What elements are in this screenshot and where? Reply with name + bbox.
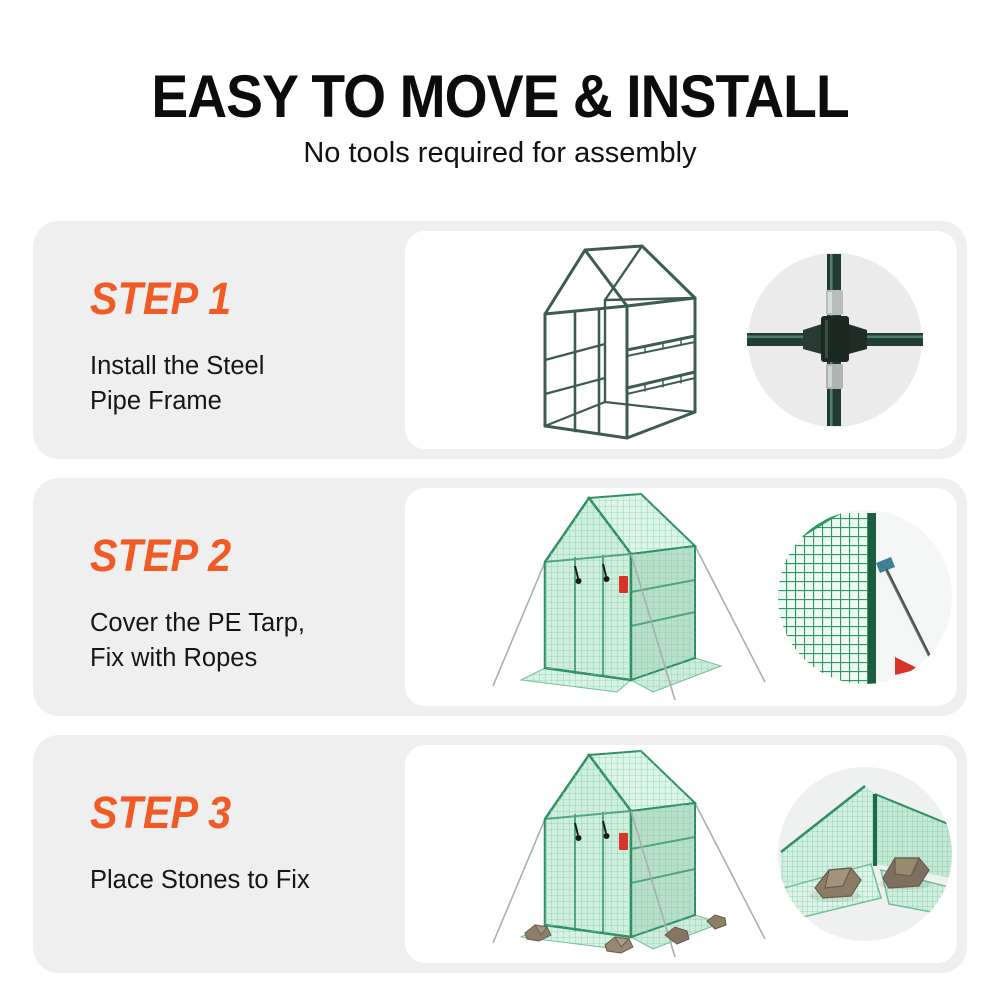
mesh-rope-detail-circle <box>777 509 953 685</box>
step-3-label: STEP 3 <box>90 787 232 838</box>
tarp-greenhouse-illustration <box>467 488 777 706</box>
step-2-desc-line-1: Cover the PE Tarp, <box>90 609 305 637</box>
step-3-text <box>33 735 405 973</box>
page-title: EASY TO MOVE & INSTALL <box>151 63 849 130</box>
step-3-row <box>33 735 967 973</box>
step-2-card <box>405 488 957 706</box>
stones-greenhouse-illustration <box>467 745 777 963</box>
step-1-label: STEP 1 <box>90 273 232 324</box>
step-1-text <box>33 221 405 459</box>
step-1-description <box>90 349 405 419</box>
step-2-desc-line-2: Fix with Ropes <box>90 644 258 672</box>
stones-detail-circle <box>777 766 953 942</box>
step-3-card <box>405 745 957 963</box>
step-1-desc-line-1: Install the Steel <box>90 352 265 380</box>
header <box>0 0 1000 170</box>
step-3-description <box>90 863 405 898</box>
step-2-row <box>33 478 967 716</box>
step-1-card <box>405 231 957 449</box>
step-2-label: STEP 2 <box>90 530 232 581</box>
step-rows <box>33 221 967 973</box>
pipe-connector-detail-circle <box>747 252 923 428</box>
greenhouse-frame-illustration <box>509 238 739 442</box>
page-subtitle: No tools required for assembly <box>303 137 697 169</box>
step-3-desc-line-1: Place Stones to Fix <box>90 866 310 894</box>
step-2-text <box>33 478 405 716</box>
step-2-description <box>90 606 405 676</box>
step-1-desc-line-2: Pipe Frame <box>90 387 222 415</box>
step-1-row <box>33 221 967 459</box>
